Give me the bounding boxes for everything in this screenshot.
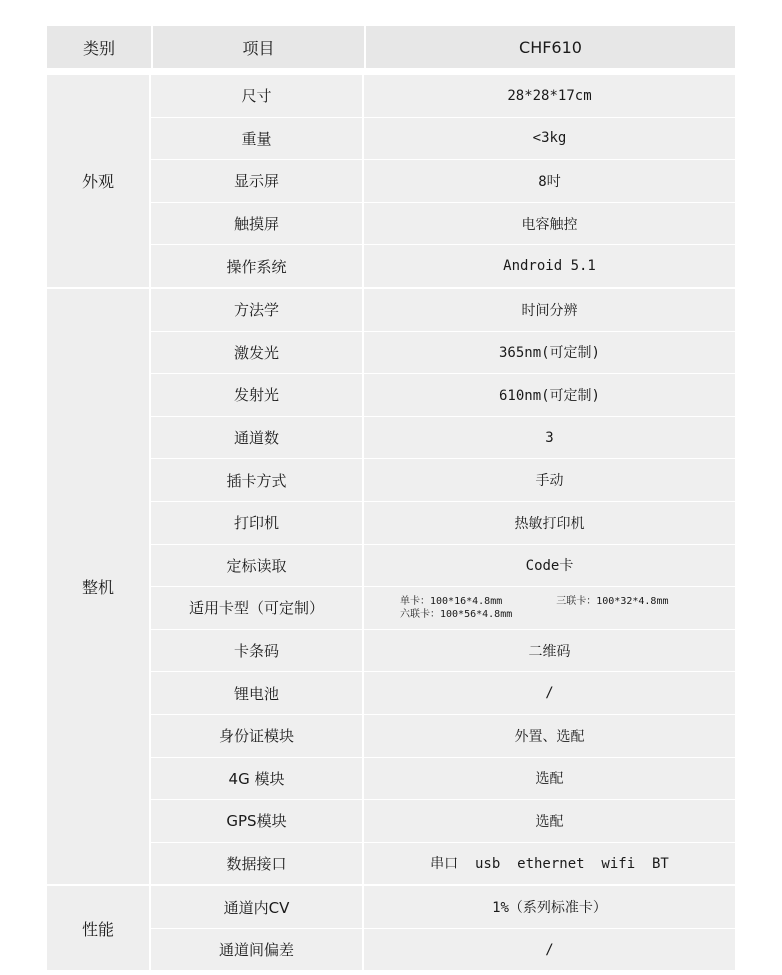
table-row bbox=[151, 117, 735, 160]
spec-table bbox=[47, 26, 735, 970]
table-row bbox=[151, 202, 735, 245]
table-row bbox=[151, 331, 735, 374]
table-row bbox=[151, 714, 735, 757]
item-cell: 触摸屏 bbox=[151, 203, 362, 245]
table-row bbox=[151, 629, 735, 672]
table-row bbox=[151, 544, 735, 587]
value-cell-card-types bbox=[362, 587, 735, 629]
table-row bbox=[151, 671, 735, 714]
item-cell: 通道数 bbox=[151, 417, 362, 459]
item-cell: 通道间偏差 bbox=[151, 929, 362, 971]
value-cell: Android 5.1 bbox=[362, 245, 735, 287]
value-cell: 手动 bbox=[362, 459, 735, 501]
item-cell: 发射光 bbox=[151, 374, 362, 416]
item-cell: 数据接口 bbox=[151, 843, 362, 885]
card-type-triple: 三联卡：100*32*4.8mm bbox=[556, 595, 669, 607]
value-cell: 二维码 bbox=[362, 630, 735, 672]
item-cell: 方法学 bbox=[151, 289, 362, 331]
header-gap bbox=[47, 68, 735, 75]
table-row bbox=[151, 501, 735, 544]
table-row bbox=[151, 244, 735, 287]
table-row bbox=[151, 586, 735, 629]
table-row bbox=[151, 75, 735, 117]
value-cell: 选配 bbox=[362, 800, 735, 842]
value-cell: Code卡 bbox=[362, 545, 735, 587]
item-cell: 卡条码 bbox=[151, 630, 362, 672]
header-item: 项目 bbox=[151, 26, 364, 68]
table-row bbox=[151, 289, 735, 331]
group-machine bbox=[47, 287, 735, 884]
value-cell: 选配 bbox=[362, 758, 735, 800]
table-row bbox=[151, 416, 735, 459]
card-type-single: 单卡：100*16*4.8mm bbox=[400, 595, 503, 607]
item-cell: 锂电池 bbox=[151, 672, 362, 714]
category-cell: 整机 bbox=[47, 289, 151, 884]
value-cell: / bbox=[362, 672, 735, 714]
value-cell: <3kg bbox=[362, 118, 735, 160]
group-performance bbox=[47, 884, 735, 970]
item-cell: 操作系统 bbox=[151, 245, 362, 287]
item-cell: 重量 bbox=[151, 118, 362, 160]
item-cell: 打印机 bbox=[151, 502, 362, 544]
item-cell: 显示屏 bbox=[151, 160, 362, 202]
table-row bbox=[151, 373, 735, 416]
table-row bbox=[151, 928, 735, 971]
value-cell: 外置、选配 bbox=[362, 715, 735, 757]
item-cell: 通道内CV bbox=[151, 886, 362, 928]
item-cell: 尺寸 bbox=[151, 75, 362, 117]
table-row bbox=[151, 159, 735, 202]
value-cell: 8吋 bbox=[362, 160, 735, 202]
value-cell: 365nm(可定制) bbox=[362, 332, 735, 374]
value-cell: 电容触控 bbox=[362, 203, 735, 245]
value-cell: 3 bbox=[362, 417, 735, 459]
item-cell: 适用卡型（可定制） bbox=[151, 587, 362, 629]
header-category: 类别 bbox=[47, 26, 151, 68]
table-header bbox=[47, 26, 735, 68]
table-row bbox=[151, 757, 735, 800]
table-row bbox=[151, 458, 735, 501]
item-cell: 插卡方式 bbox=[151, 459, 362, 501]
item-cell: 4G 模块 bbox=[151, 758, 362, 800]
item-cell: 定标读取 bbox=[151, 545, 362, 587]
header-model: CHF610 bbox=[364, 26, 735, 68]
value-cell: 串口 usb ethernet wifi BT bbox=[362, 843, 735, 885]
category-cell: 性能 bbox=[47, 886, 151, 970]
card-type-six: 六联卡：100*56*4.8mm bbox=[400, 608, 513, 620]
item-cell: 身份证模块 bbox=[151, 715, 362, 757]
item-cell: 激发光 bbox=[151, 332, 362, 374]
value-cell: 610nm(可定制) bbox=[362, 374, 735, 416]
table-row bbox=[151, 842, 735, 885]
item-cell: GPS模块 bbox=[151, 800, 362, 842]
value-cell: / bbox=[362, 929, 735, 971]
value-cell: 1%（系列标准卡） bbox=[362, 886, 735, 928]
table-row bbox=[151, 886, 735, 928]
table-row bbox=[151, 799, 735, 842]
value-cell: 热敏打印机 bbox=[362, 502, 735, 544]
value-cell: 28*28*17cm bbox=[362, 75, 735, 117]
value-cell: 时间分辨 bbox=[362, 289, 735, 331]
category-cell: 外观 bbox=[47, 75, 151, 287]
group-appearance bbox=[47, 75, 735, 287]
